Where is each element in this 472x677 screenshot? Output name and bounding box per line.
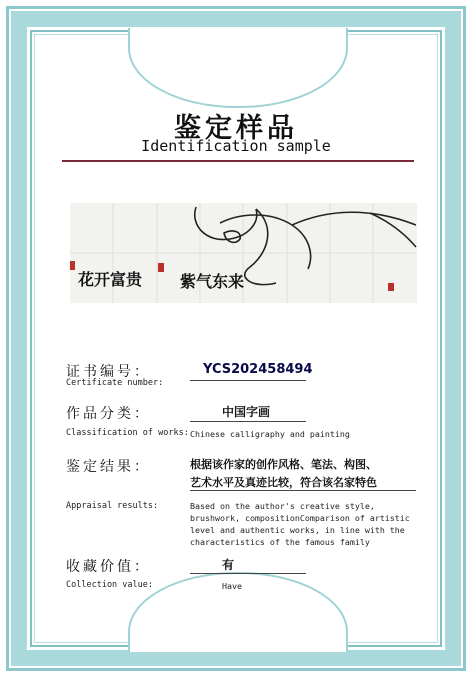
title-divider (62, 160, 414, 162)
inscription-left: 花开富贵 (78, 270, 143, 289)
seal-mid (158, 263, 164, 272)
classification-value-en: Chinese calligraphy and painting (190, 429, 350, 439)
appraisal-value-cn-line1: 根据该作家的创作风格、笔法、构图、 (190, 458, 377, 471)
seal-left (70, 261, 75, 270)
appraisal-value-cn-line2: 艺术水平及真迹比较，符合该名家特色 (190, 476, 377, 489)
appraisal-label-cn: 鉴定结果： (66, 459, 151, 475)
certificate-number-label-en: Certificate number: (66, 378, 164, 388)
collection-value-label-en: Collection value: (66, 580, 153, 590)
certificate-number-underline (190, 380, 306, 381)
collection-value-underline (190, 573, 306, 574)
appraisal-label-en: Appraisal results: (66, 501, 159, 511)
appraisal-value-en-line3: level and authentic works, in line with the (190, 525, 405, 535)
seal-right (388, 283, 394, 291)
appraisal-value-en-line1: Based on the author's creative style, (190, 501, 375, 511)
collection-value-en: Have (222, 581, 242, 591)
certificate-title-en: Identification sample (141, 137, 331, 155)
appraisal-value-en-line4: characteristics of the famous family (190, 537, 370, 547)
classification-label-en: Classification of works: (66, 428, 189, 438)
appraisal-underline (190, 490, 416, 491)
collection-value-label-cn: 收藏价值： (66, 559, 151, 575)
certificate-number-label-cn: 证书编号： (66, 364, 151, 380)
collection-value-cn: 有 (222, 558, 235, 572)
inscription-mid: 紫气东来 (180, 272, 245, 291)
certificate-number-value: YCS202458494 (203, 362, 313, 377)
classification-value-cn: 中国字画 (222, 405, 271, 419)
artwork-image (70, 203, 417, 303)
appraisal-value-en-line2: brushwork, compositionComparison of artistic (190, 513, 410, 523)
certificate-title-cn: 鉴定样品 (174, 113, 298, 144)
calligraphy-painting-illustration (70, 203, 417, 303)
classification-underline (190, 421, 306, 422)
classification-label-cn: 作品分类： (66, 406, 151, 422)
